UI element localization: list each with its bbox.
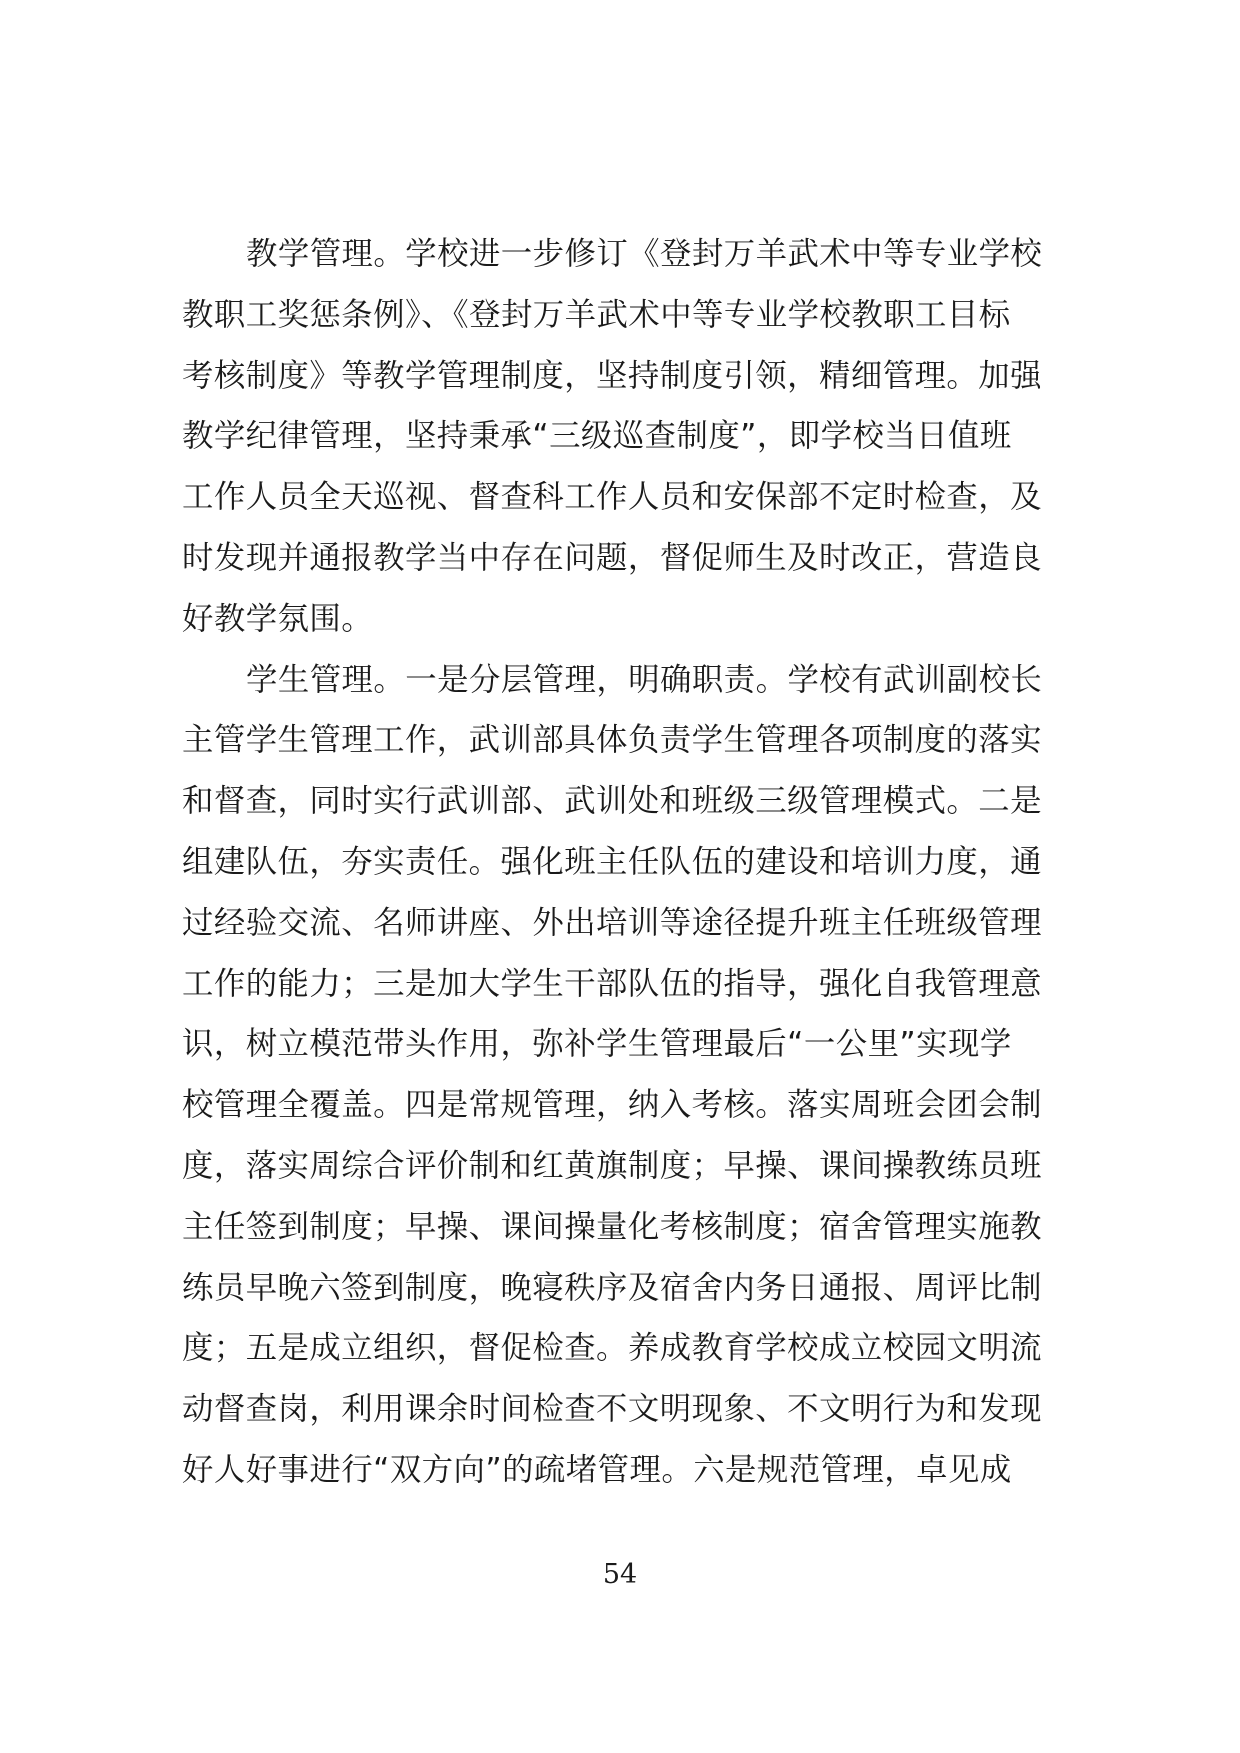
text-line: 主任签到制度；早操、课间操量化考核制度；宿舍管理实施教 <box>182 1208 1042 1245</box>
text-line: 度，落实周综合评价制和红黄旗制度；早操、课间操教练员班 <box>182 1147 1042 1184</box>
page-number: 54 <box>602 1559 638 1590</box>
text-line: 识，树立模范带头作用，弥补学生管理最后“一公里”实现学 <box>182 1026 1012 1063</box>
text-line: 工作的能力；三是加大学生干部队伍的指导，强化自我管理意 <box>182 965 1042 1002</box>
text-line: 工作人员全天巡视、督查科工作人员和安保部不定时检查，及 <box>182 479 1042 516</box>
body-text <box>182 224 1090 1501</box>
text-line: 时发现并通报教学当中存在问题，督促师生及时改正，营造良 <box>182 539 1042 576</box>
text-line: 教学管理。学校进一步修订《登封万羊武术中等专业学校 <box>246 236 1043 272</box>
text-line: 组建队伍，夯实责任。强化班主任队伍的建设和培训力度，通 <box>182 843 1042 880</box>
text-line: 教学纪律管理，坚持秉承“三级巡查制度”，即学校当日值班 <box>182 418 1012 455</box>
text-line: 学生管理。一是分层管理，明确职责。学校有武训副校长 <box>246 661 1043 698</box>
text-line: 主管学生管理工作，武训部具体负责学生管理各项制度的落实 <box>182 722 1042 759</box>
text-line: 度；五是成立组织，督促检查。养成教育学校成立校园文明流 <box>182 1330 1042 1367</box>
text-line: 过经验交流、名师讲座、外出培训等途径提升班主任班级管理 <box>182 904 1042 941</box>
text-line: 考核制度》等教学管理制度，坚持制度引领，精细管理。加强 <box>182 357 1042 394</box>
paragraph-student-management <box>182 650 1090 1501</box>
text-line: 动督查岗，利用课余时间检查不文明现象、不文明行为和发现 <box>182 1391 1042 1428</box>
paragraph-teaching-management <box>182 224 1090 650</box>
text-line: 练员早晚六签到制度，晚寝秩序及宿舍内务日通报、周评比制 <box>182 1269 1042 1306</box>
text-line: 好人好事进行“双方向”的疏堵管理。六是规范管理，卓见成 <box>182 1451 1012 1488</box>
text-line: 好教学氛围。 <box>182 600 374 637</box>
text-line: 校管理全覆盖。四是常规管理，纳入考核。落实周班会团会制 <box>182 1087 1042 1124</box>
text-line: 和督查，同时实行武训部、武训处和班级三级管理模式。二是 <box>182 783 1042 820</box>
text-line: 教职工奖惩条例》、《登封万羊武术中等专业学校教职工目标 <box>182 296 1011 333</box>
